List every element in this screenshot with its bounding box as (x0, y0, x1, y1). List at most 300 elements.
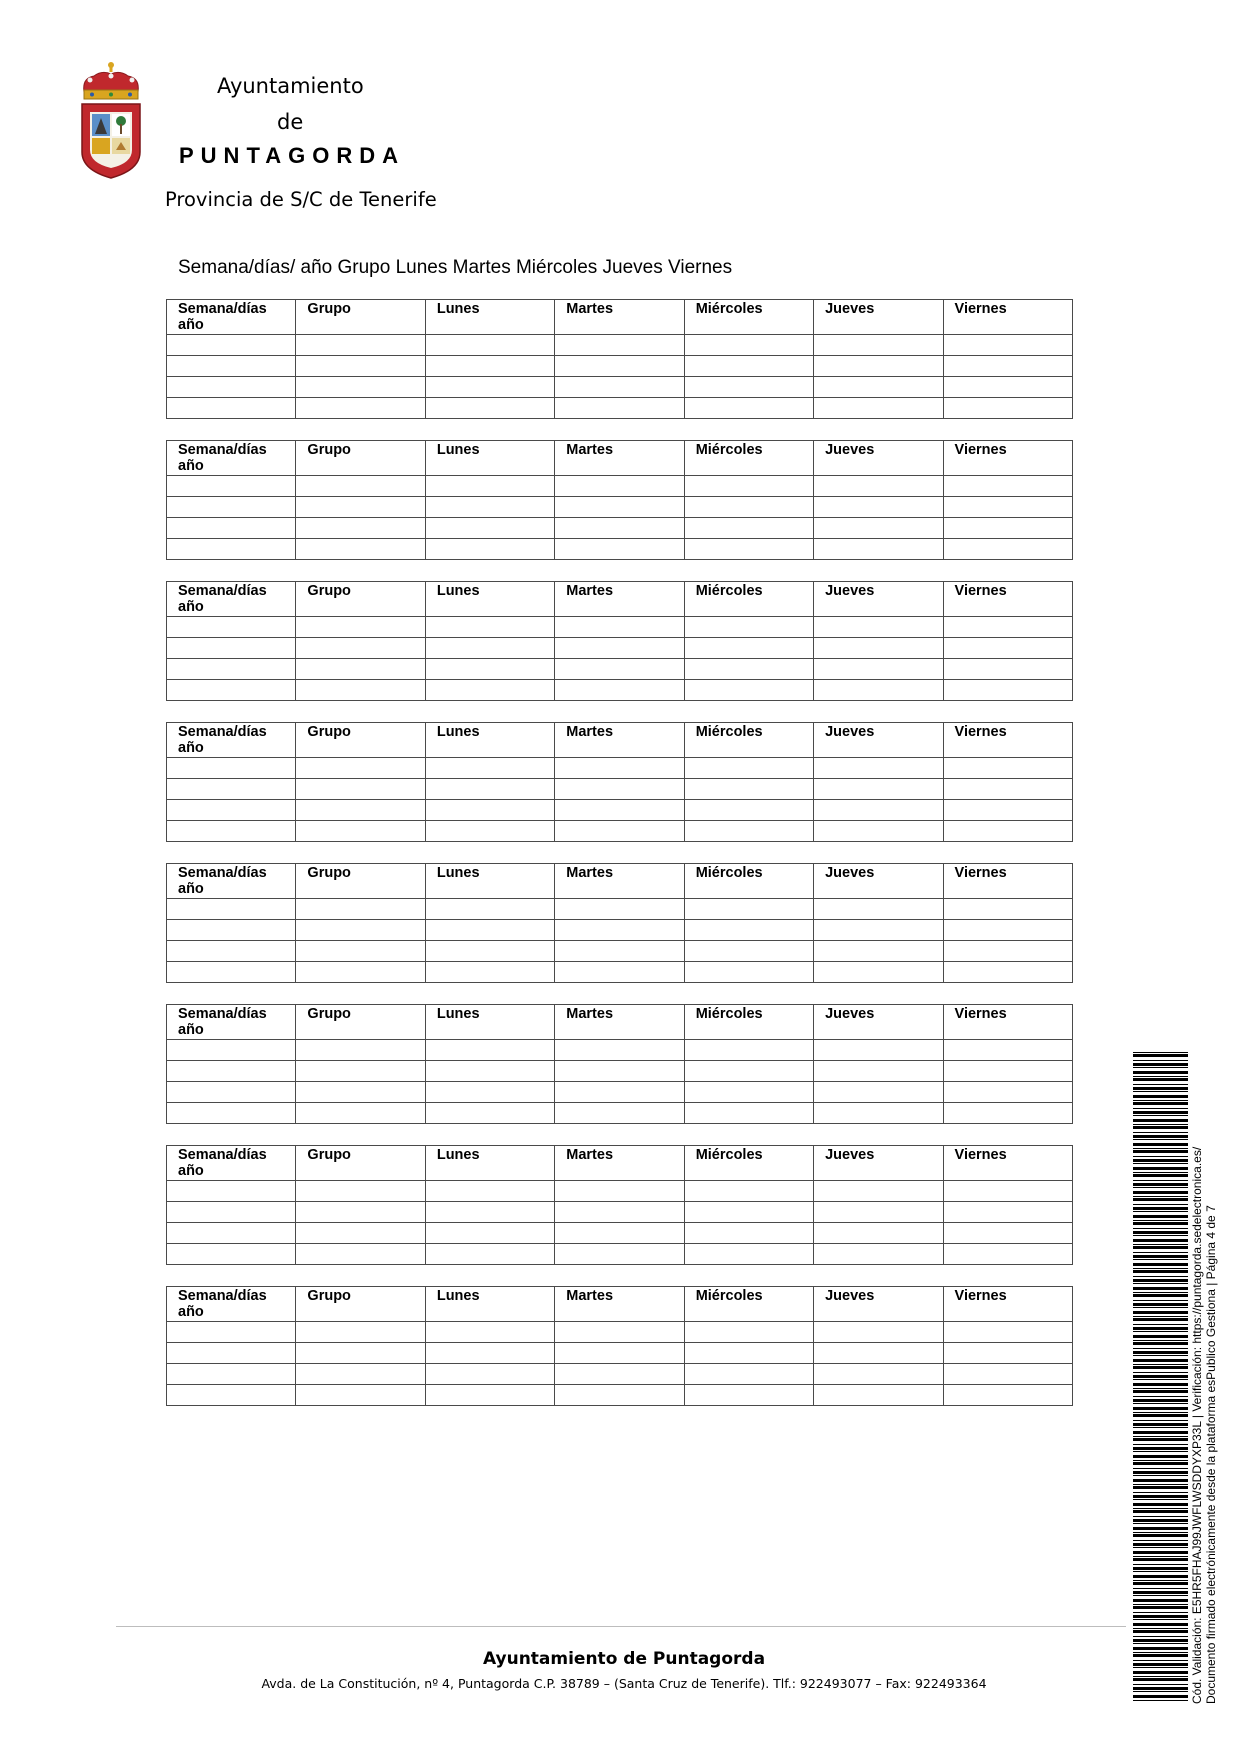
table-cell (555, 335, 684, 356)
table-row (167, 941, 1073, 962)
table-cell (814, 377, 943, 398)
table-cell (167, 1082, 296, 1103)
table-cell (814, 1385, 943, 1406)
table-cell (943, 476, 1072, 497)
table-cell (555, 659, 684, 680)
column-header: Martes (555, 582, 684, 617)
table-cell (684, 680, 813, 701)
table-cell (684, 659, 813, 680)
table-cell (814, 659, 943, 680)
table-cell (943, 1322, 1072, 1343)
schedule-table (166, 581, 1073, 701)
column-header: Martes (555, 1287, 684, 1322)
table-row (167, 497, 1073, 518)
table-row (167, 398, 1073, 419)
table-cell (296, 1364, 425, 1385)
column-header: Miércoles (684, 582, 813, 617)
table-cell (425, 1223, 554, 1244)
column-header: Lunes (425, 1005, 554, 1040)
validation-barcode (1133, 1052, 1188, 1704)
table-cell (296, 617, 425, 638)
table-row (167, 920, 1073, 941)
table-cell (943, 617, 1072, 638)
table-cell (684, 1385, 813, 1406)
table-cell (943, 539, 1072, 560)
column-header: Grupo (296, 864, 425, 899)
table-cell (296, 497, 425, 518)
table-cell (814, 1364, 943, 1385)
table-cell (296, 1040, 425, 1061)
table-cell (425, 1244, 554, 1265)
table-cell (425, 1202, 554, 1223)
table-cell (943, 638, 1072, 659)
table-cell (555, 1343, 684, 1364)
table-cell (425, 1364, 554, 1385)
table-cell (943, 758, 1072, 779)
footer-org-name: Ayuntamiento de Puntagorda (482, 1649, 766, 1669)
table-cell (555, 800, 684, 821)
table-cell (943, 659, 1072, 680)
table-cell (943, 1223, 1072, 1244)
table-cell (814, 680, 943, 701)
table-row (167, 1223, 1073, 1244)
column-header: Jueves (814, 723, 943, 758)
table-cell (555, 518, 684, 539)
table-cell (167, 377, 296, 398)
schedule-table (166, 1145, 1073, 1265)
table-cell (555, 1322, 684, 1343)
column-header: Grupo (296, 582, 425, 617)
table-cell (167, 497, 296, 518)
table-cell (943, 779, 1072, 800)
table-row (167, 1385, 1073, 1406)
table-header-row (167, 1146, 1073, 1181)
table-cell (425, 1082, 554, 1103)
schedule-table (166, 863, 1073, 983)
table-cell (296, 680, 425, 701)
table-cell (555, 1103, 684, 1124)
table-cell (684, 962, 813, 983)
table-cell (296, 779, 425, 800)
table-cell (296, 518, 425, 539)
table-cell (555, 617, 684, 638)
column-header: Martes (555, 300, 684, 335)
table-cell (814, 335, 943, 356)
table-cell (555, 356, 684, 377)
column-header: Semana/días año (167, 1146, 296, 1181)
column-header: Jueves (814, 582, 943, 617)
column-header: Viernes (943, 300, 1072, 335)
table-cell (296, 398, 425, 419)
column-header: Viernes (943, 441, 1072, 476)
table-cell (167, 335, 296, 356)
table-cell (167, 638, 296, 659)
table-cell (814, 758, 943, 779)
table-cell (296, 1223, 425, 1244)
table-row (167, 1040, 1073, 1061)
table-cell (425, 899, 554, 920)
table-cell (167, 1364, 296, 1385)
footer-divider (116, 1626, 1126, 1627)
table-header-row (167, 582, 1073, 617)
column-header: Jueves (814, 864, 943, 899)
table-cell (943, 518, 1072, 539)
table-cell (684, 476, 813, 497)
table-row (167, 518, 1073, 539)
column-header: Grupo (296, 723, 425, 758)
column-header: Jueves (814, 441, 943, 476)
table-cell (814, 920, 943, 941)
table-cell (684, 758, 813, 779)
column-header: Jueves (814, 300, 943, 335)
table-cell (167, 1343, 296, 1364)
table-cell (943, 1082, 1072, 1103)
table-cell (684, 377, 813, 398)
table-cell (814, 941, 943, 962)
footer-address: Avda. de La Constitución, nº 4, Puntagorda C.P. 38789 – (Santa Cruz de Tenerife). Tlf.: 922493077 – Fax: 922493364 (261, 1676, 987, 1691)
column-header: Lunes (425, 300, 554, 335)
table-cell (814, 1082, 943, 1103)
table-cell (555, 398, 684, 419)
column-header: Lunes (425, 864, 554, 899)
column-header: Viernes (943, 723, 1072, 758)
province-label: Provincia de S/C de Tenerife (165, 188, 437, 211)
column-header: Martes (555, 1005, 684, 1040)
org-name-line2: de (277, 110, 304, 134)
table-cell (296, 920, 425, 941)
table-cell (296, 659, 425, 680)
table-cell (425, 920, 554, 941)
table-row (167, 335, 1073, 356)
table-cell (296, 476, 425, 497)
table-cell (167, 1385, 296, 1406)
table-cell (814, 899, 943, 920)
table-cell (555, 1040, 684, 1061)
column-header: Lunes (425, 1146, 554, 1181)
table-cell (684, 335, 813, 356)
table-cell (943, 377, 1072, 398)
column-header: Martes (555, 864, 684, 899)
table-row (167, 539, 1073, 560)
table-cell (555, 1385, 684, 1406)
table-cell (555, 1223, 684, 1244)
table-cell (425, 680, 554, 701)
table-cell (555, 821, 684, 842)
table-cell (814, 800, 943, 821)
table-cell (684, 497, 813, 518)
table-header-row (167, 300, 1073, 335)
table-cell (425, 1343, 554, 1364)
table-cell (167, 356, 296, 377)
org-name-line3: PUNTAGORDA (179, 143, 406, 168)
column-header: Viernes (943, 1005, 1072, 1040)
table-cell (555, 680, 684, 701)
table-row (167, 1202, 1073, 1223)
table-cell (684, 1061, 813, 1082)
table-cell (167, 1040, 296, 1061)
table-cell (425, 335, 554, 356)
table-cell (425, 779, 554, 800)
table-row (167, 680, 1073, 701)
table-cell (296, 377, 425, 398)
table-cell (814, 1061, 943, 1082)
table-cell (943, 941, 1072, 962)
table-cell (684, 518, 813, 539)
column-header: Miércoles (684, 1287, 813, 1322)
table-cell (555, 539, 684, 560)
table-cell (555, 920, 684, 941)
column-header: Semana/días año (167, 1005, 296, 1040)
table-cell (555, 476, 684, 497)
table-cell (555, 1202, 684, 1223)
table-cell (684, 1181, 813, 1202)
table-row (167, 638, 1073, 659)
column-header: Grupo (296, 300, 425, 335)
table-cell (814, 1040, 943, 1061)
table-cell (296, 638, 425, 659)
schedule-table (166, 722, 1073, 842)
table-row (167, 1364, 1073, 1385)
table-cell (684, 779, 813, 800)
column-header: Miércoles (684, 300, 813, 335)
column-header: Martes (555, 723, 684, 758)
table-cell (684, 398, 813, 419)
table-cell (684, 821, 813, 842)
table-cell (425, 941, 554, 962)
schedule-tables (166, 299, 1073, 1427)
table-row (167, 356, 1073, 377)
table-cell (943, 899, 1072, 920)
table-cell (167, 1103, 296, 1124)
table-cell (296, 1082, 425, 1103)
table-cell (425, 539, 554, 560)
table-row (167, 476, 1073, 497)
table-row (167, 1322, 1073, 1343)
table-cell (814, 821, 943, 842)
table-cell (167, 941, 296, 962)
column-header: Jueves (814, 1287, 943, 1322)
table-cell (296, 821, 425, 842)
table-cell (425, 758, 554, 779)
table-cell (684, 1322, 813, 1343)
table-cell (555, 377, 684, 398)
column-header: Viernes (943, 1146, 1072, 1181)
table-cell (296, 1343, 425, 1364)
table-row (167, 800, 1073, 821)
table-cell (167, 1202, 296, 1223)
column-header: Miércoles (684, 1146, 813, 1181)
column-header: Semana/días año (167, 300, 296, 335)
table-cell (555, 962, 684, 983)
table-row (167, 1244, 1073, 1265)
table-cell (167, 821, 296, 842)
column-header: Lunes (425, 582, 554, 617)
table-cell (684, 920, 813, 941)
table-cell (425, 659, 554, 680)
column-header: Lunes (425, 1287, 554, 1322)
table-row (167, 779, 1073, 800)
table-cell (425, 356, 554, 377)
validation-info (1190, 1052, 1226, 1704)
table-cell (814, 638, 943, 659)
table-cell (684, 941, 813, 962)
table-cell (943, 1202, 1072, 1223)
table-cell (684, 1103, 813, 1124)
table-cell (425, 638, 554, 659)
table-cell (425, 617, 554, 638)
table-cell (167, 1322, 296, 1343)
table-cell (296, 962, 425, 983)
page-heading: Semana/días/ año Grupo Lunes Martes Miércoles Jueves Viernes (178, 257, 733, 278)
table-cell (555, 899, 684, 920)
table-cell (943, 356, 1072, 377)
table-cell (425, 1385, 554, 1406)
column-header: Grupo (296, 1287, 425, 1322)
table-row (167, 1103, 1073, 1124)
table-cell (167, 398, 296, 419)
table-cell (167, 659, 296, 680)
table-cell (167, 779, 296, 800)
table-cell (814, 1322, 943, 1343)
table-header-row (167, 1287, 1073, 1322)
table-cell (943, 398, 1072, 419)
table-cell (425, 962, 554, 983)
table-cell (296, 1322, 425, 1343)
table-cell (167, 1223, 296, 1244)
table-cell (943, 1061, 1072, 1082)
table-cell (943, 497, 1072, 518)
table-cell (425, 800, 554, 821)
column-header: Miércoles (684, 723, 813, 758)
table-cell (296, 800, 425, 821)
table-cell (296, 1202, 425, 1223)
table-cell (167, 617, 296, 638)
table-cell (296, 1244, 425, 1265)
table-cell (814, 497, 943, 518)
table-cell (684, 617, 813, 638)
table-cell (814, 1343, 943, 1364)
table-cell (167, 962, 296, 983)
schedule-table (166, 1004, 1073, 1124)
table-row (167, 1181, 1073, 1202)
column-header: Viernes (943, 1287, 1072, 1322)
column-header: Jueves (814, 1005, 943, 1040)
table-cell (296, 899, 425, 920)
table-cell (555, 1061, 684, 1082)
table-row (167, 659, 1073, 680)
table-cell (684, 356, 813, 377)
table-header-row (167, 723, 1073, 758)
column-header: Viernes (943, 582, 1072, 617)
coat-of-arms-logo (78, 60, 144, 180)
table-cell (943, 821, 1072, 842)
column-header: Semana/días año (167, 441, 296, 476)
table-cell (943, 1103, 1072, 1124)
table-cell (296, 356, 425, 377)
table-cell (296, 1103, 425, 1124)
table-cell (167, 758, 296, 779)
table-row (167, 617, 1073, 638)
column-header: Miércoles (684, 1005, 813, 1040)
table-cell (425, 476, 554, 497)
table-cell (943, 1385, 1072, 1406)
table-cell (555, 1082, 684, 1103)
table-cell (555, 1181, 684, 1202)
table-cell (167, 539, 296, 560)
table-cell (555, 779, 684, 800)
column-header: Miércoles (684, 441, 813, 476)
table-cell (296, 758, 425, 779)
table-cell (167, 1181, 296, 1202)
column-header: Grupo (296, 441, 425, 476)
table-cell (943, 800, 1072, 821)
table-cell (425, 1103, 554, 1124)
table-cell (425, 1181, 554, 1202)
column-header: Grupo (296, 1005, 425, 1040)
table-cell (555, 1364, 684, 1385)
table-cell (814, 779, 943, 800)
table-cell (814, 476, 943, 497)
column-header: Martes (555, 1146, 684, 1181)
table-cell (943, 1343, 1072, 1364)
table-cell (943, 920, 1072, 941)
table-cell (167, 1244, 296, 1265)
table-cell (814, 1244, 943, 1265)
column-header: Semana/días año (167, 582, 296, 617)
table-cell (814, 1103, 943, 1124)
table-cell (296, 1385, 425, 1406)
table-row (167, 962, 1073, 983)
table-cell (814, 617, 943, 638)
table-cell (555, 758, 684, 779)
table-cell (296, 1061, 425, 1082)
table-row (167, 821, 1073, 842)
table-cell (167, 680, 296, 701)
table-cell (684, 1364, 813, 1385)
column-header: Semana/días año (167, 723, 296, 758)
column-header: Semana/días año (167, 1287, 296, 1322)
table-cell (425, 1040, 554, 1061)
table-cell (684, 1244, 813, 1265)
validation-signature-line: Documento firmado electrónicamente desde la plataforma esPublico Gestiona | Página 4 de 7 (1204, 1205, 1218, 1704)
table-header-row (167, 441, 1073, 476)
table-cell (167, 920, 296, 941)
table-row (167, 1082, 1073, 1103)
table-cell (425, 497, 554, 518)
table-cell (425, 1061, 554, 1082)
table-cell (684, 1082, 813, 1103)
table-cell (425, 821, 554, 842)
table-cell (814, 518, 943, 539)
column-header: Lunes (425, 441, 554, 476)
table-cell (167, 899, 296, 920)
table-cell (943, 1040, 1072, 1061)
table-cell (684, 1202, 813, 1223)
table-cell (684, 1343, 813, 1364)
table-cell (167, 1061, 296, 1082)
table-cell (555, 638, 684, 659)
table-cell (167, 800, 296, 821)
table-cell (943, 680, 1072, 701)
table-cell (167, 518, 296, 539)
table-cell (684, 638, 813, 659)
table-cell (167, 476, 296, 497)
table-row (167, 1343, 1073, 1364)
table-cell (425, 398, 554, 419)
table-cell (555, 497, 684, 518)
table-row (167, 758, 1073, 779)
schedule-table (166, 299, 1073, 419)
